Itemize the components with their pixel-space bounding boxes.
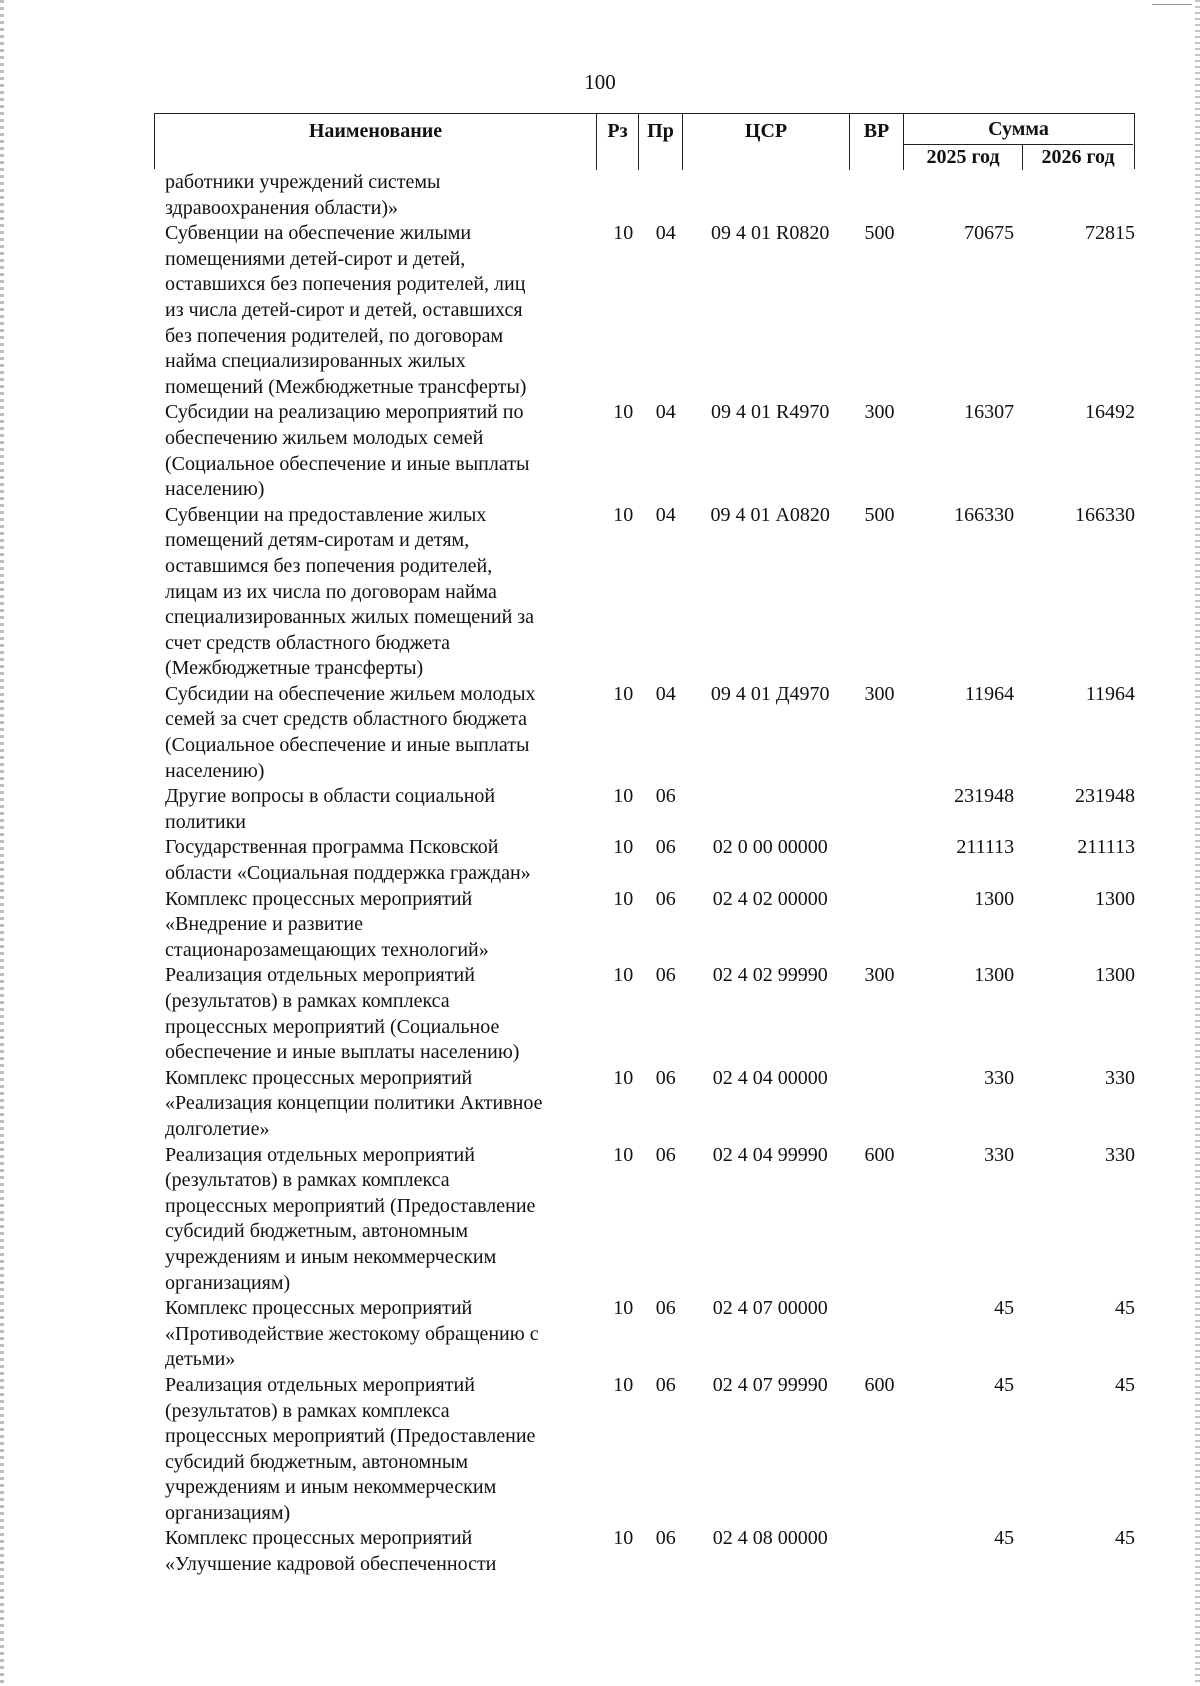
- row-pr: 04: [655, 401, 676, 424]
- row-csr: 02 4 04 99990: [712, 1143, 828, 1166]
- row-pr: 06: [655, 1297, 676, 1320]
- row-amount-2025: 70675: [964, 222, 1015, 245]
- row-name: Субсидии на обеспечение жильем молодых семей за счет средств областного бюджета (Социальное обеспечение и иные выплаты населению): [165, 682, 536, 782]
- row-rz: 10: [613, 785, 634, 808]
- row-name: Субвенции на предоставление жилых помещений детям-сиротам и детям, оставшимся без попечения родителей, лицам из их числа по договорам найма специализированных жилых помещений за счет средств областного бюджета (Межбюджетные трансферты): [165, 503, 535, 680]
- row-name: Реализация отдельных мероприятий (результатов) в рамках комплекса процессных мероприятий (Предоставление субсидий бюджетным, автономным учреждениям и иным некоммерческим организациям): [165, 1143, 536, 1294]
- row-amount-2026: 1300: [1094, 964, 1135, 987]
- row-rz: 10: [613, 1297, 634, 1320]
- header-sum: Сумма: [988, 118, 1049, 140]
- row-pr: 04: [655, 503, 676, 526]
- header-year-2025: 2025 год: [904, 144, 1023, 170]
- row-vr: 500: [864, 222, 895, 245]
- row-vr: 600: [864, 1373, 895, 1396]
- table-row: [154, 963, 1135, 1065]
- scan-corner-mark: [1152, 4, 1192, 5]
- row-amount-2026: 1300: [1094, 887, 1135, 910]
- row-csr: 09 4 01 R4970: [711, 401, 830, 424]
- row-amount-2026: 166330: [1074, 503, 1135, 526]
- row-csr: 02 0 00 00000: [712, 836, 828, 859]
- table-row: [154, 221, 1135, 400]
- row-amount-2026: 330: [1104, 1143, 1135, 1166]
- row-rz: 10: [613, 964, 634, 987]
- row-amount-2025: 45: [994, 1373, 1015, 1396]
- row-csr: 09 4 01 А0820: [710, 503, 830, 526]
- row-rz: 10: [613, 1066, 634, 1089]
- row-amount-2025: 1300: [974, 964, 1015, 987]
- row-name: Комплекс процессных мероприятий «Противодействие жестокому обращению с детьми»: [165, 1297, 539, 1371]
- row-name: Другие вопросы в области социальной политики: [165, 785, 496, 833]
- row-vr: 300: [864, 401, 895, 424]
- table-header: [154, 113, 1135, 169]
- scan-edge-right: [1195, 0, 1200, 1686]
- header-year-2026: 2026 год: [1023, 144, 1133, 170]
- row-pr: 06: [655, 964, 676, 987]
- header-name: Наименование: [155, 114, 597, 170]
- row-rz: 10: [613, 401, 634, 424]
- row-amount-2025: 11964: [964, 682, 1015, 705]
- row-amount-2025: 1300: [974, 887, 1015, 910]
- table-row: [154, 784, 1135, 835]
- row-rz: 10: [613, 1143, 634, 1166]
- scan-edge-left: [0, 0, 4, 1686]
- row-amount-2026: 45: [1114, 1373, 1135, 1396]
- row-amount-2026: 72815: [1084, 222, 1135, 245]
- row-rz: 10: [613, 503, 634, 526]
- row-vr: 300: [864, 964, 895, 987]
- row-csr: 02 4 08 00000: [712, 1527, 828, 1550]
- row-vr: 300: [864, 682, 895, 705]
- row-csr: 02 4 04 00000: [712, 1066, 828, 1089]
- row-pr: 06: [655, 1527, 676, 1550]
- table-row: [154, 1143, 1135, 1297]
- row-amount-2025: 330: [984, 1143, 1015, 1166]
- row-amount-2026: 16492: [1084, 401, 1135, 424]
- row-csr: 02 4 07 00000: [712, 1297, 828, 1320]
- row-name: Реализация отдельных мероприятий (результатов) в рамках комплекса процессных мероприятий (Социальное обеспечение и иные выплаты населению): [165, 964, 520, 1064]
- table-row: [154, 682, 1135, 784]
- row-amount-2025: 16307: [964, 401, 1015, 424]
- row-pr: 06: [655, 887, 676, 910]
- row-csr: 02 4 07 99990: [712, 1373, 828, 1396]
- row-rz: 10: [613, 836, 634, 859]
- row-name: Субвенции на обеспечение жилыми помещениями детей-сирот и детей, оставшихся без попечения родителей, лиц из числа детей-сирот и детей, оставшихся без попечения родителей, по договорам найма специализированных жилых помещений (Межбюджетные трансферты): [165, 222, 527, 398]
- table-row: [154, 887, 1135, 964]
- row-amount-2025: 330: [984, 1066, 1015, 1089]
- row-csr: 02 4 02 99990: [712, 964, 828, 987]
- row-name: Комплекс процессных мероприятий «Улучшение кадровой обеспеченности: [165, 1527, 497, 1576]
- row-rz: 10: [613, 1527, 634, 1550]
- row-pr: 04: [655, 682, 676, 705]
- header-vr: ВР: [850, 114, 904, 170]
- table-row: [154, 1373, 1135, 1527]
- row-pr: 06: [655, 785, 676, 808]
- row-csr: 09 4 01 R0820: [711, 222, 830, 245]
- row-amount-2026: 45: [1114, 1297, 1135, 1320]
- table-row: [154, 1066, 1135, 1143]
- row-amount-2026: 11964: [1085, 682, 1135, 705]
- header-csr: ЦСР: [683, 114, 850, 170]
- row-rz: 10: [613, 887, 634, 910]
- row-amount-2025: 166330: [954, 503, 1015, 526]
- header-rz: Рз: [597, 114, 639, 170]
- row-name: Комплекс процессных мероприятий «Реализация концепции политики Активное долголетие»: [165, 1066, 543, 1140]
- row-amount-2025: 45: [994, 1297, 1015, 1320]
- table-row: [154, 503, 1135, 682]
- row-amount-2025: 211113: [956, 836, 1015, 859]
- row-amount-2025: 45: [994, 1527, 1015, 1550]
- row-name: Субсидии на реализацию мероприятий по обеспечению жильем молодых семей (Социальное обеспечение и иные выплаты населению): [165, 401, 530, 501]
- row-vr: 500: [864, 503, 895, 526]
- row-pr: 06: [655, 1373, 676, 1396]
- row-amount-2026: 45: [1114, 1527, 1135, 1550]
- row-csr: 02 4 02 00000: [712, 887, 828, 910]
- table-row: [154, 1526, 1135, 1577]
- table-row: [154, 170, 1135, 221]
- table-row: [154, 400, 1135, 502]
- header-pr: Пр: [639, 114, 683, 170]
- table-body: [154, 170, 1135, 1578]
- row-name: Комплекс процессных мероприятий «Внедрение и развитие стационарозамещающих технологий»: [165, 887, 489, 961]
- row-amount-2026: 231948: [1074, 785, 1135, 808]
- row-pr: 06: [655, 1143, 676, 1166]
- row-rz: 10: [613, 682, 634, 705]
- row-pr: 04: [655, 222, 676, 245]
- row-amount-2026: 330: [1104, 1066, 1135, 1089]
- table-row: [154, 835, 1135, 886]
- page-number: 100: [584, 70, 616, 94]
- row-name: Реализация отдельных мероприятий (результатов) в рамках комплекса процессных мероприятий (Предоставление субсидий бюджетным, автономным учреждениям и иным некоммерческим организациям): [165, 1373, 536, 1524]
- row-name: работники учреждений системы здравоохранения области)»: [165, 171, 441, 219]
- row-name: Государственная программа Псковской области «Социальная поддержка граждан»: [165, 836, 531, 885]
- row-amount-2026: 211113: [1077, 836, 1135, 859]
- row-pr: 06: [655, 836, 676, 859]
- row-pr: 06: [655, 1066, 676, 1089]
- row-csr: 09 4 01 Д4970: [710, 682, 830, 705]
- row-rz: 10: [613, 222, 634, 245]
- row-amount-2025: 231948: [954, 785, 1015, 808]
- row-vr: 600: [864, 1143, 895, 1166]
- table-row: [154, 1296, 1135, 1373]
- row-rz: 10: [613, 1373, 634, 1396]
